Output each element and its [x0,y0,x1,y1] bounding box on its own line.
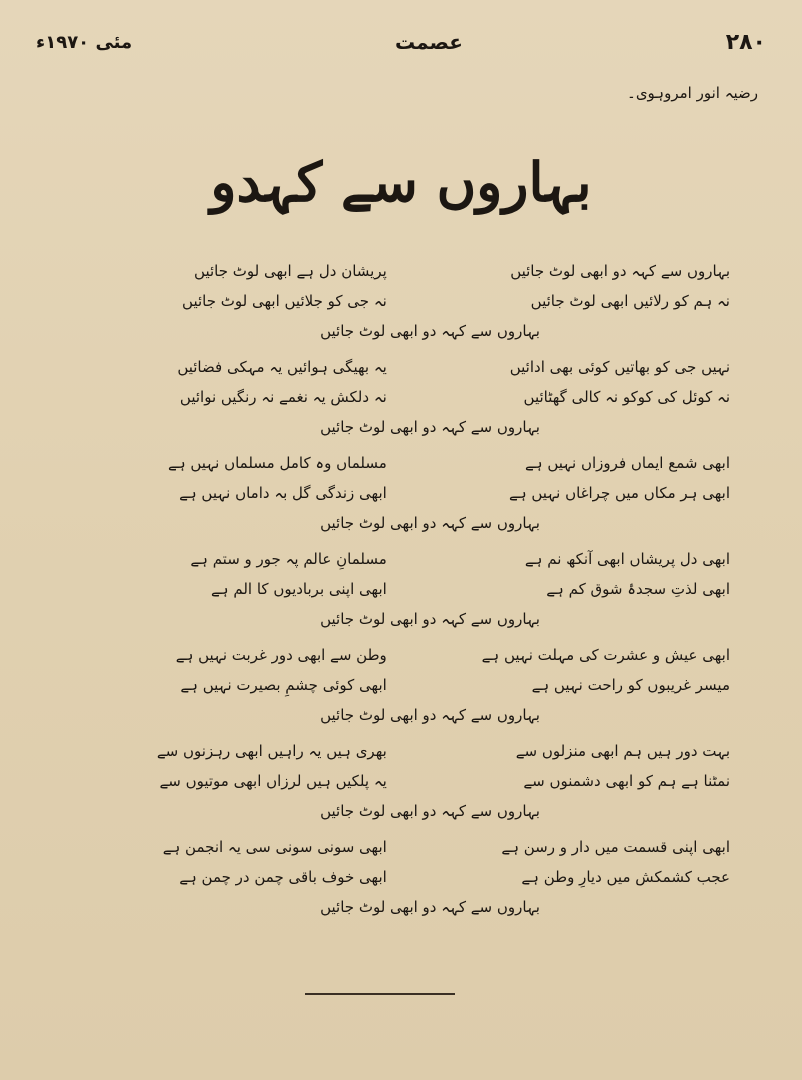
hemistich: یہ پلکیں ہیں لرزاں ابھی موتیوں سے [159,772,387,790]
refrain-line: بہاروں سے کہہ دو ابھی لوٹ جائیں [320,802,540,820]
hemistich: ابھی دل پریشاں ابھی آنکھ نم ہے [524,550,730,568]
hemistich: ابھی شمع ایماں فروزاں نہیں ہے [524,454,730,472]
verse-line [70,640,730,670]
verse-line [70,544,730,574]
refrain-line: بہاروں سے کہہ دو ابھی لوٹ جائیں [320,418,540,436]
page-header [36,24,766,60]
hemistich: نہ ہم کو رلائیں ابھی لوٹ جائیں [530,292,730,310]
hemistich: نہ کوئل کی کوکو نہ کالی گھٹائیں [523,388,730,406]
hemistich: ابھی ہر مکاں میں چراغاں نہیں ہے [509,484,730,502]
refrain-line: بہاروں سے کہہ دو ابھی لوٹ جائیں [320,706,540,724]
verse-line [70,862,730,892]
hemistich: ابھی کوئی چشمِ بصیرت نہیں ہے [180,676,387,694]
stanza [70,736,730,826]
verse-line [70,832,730,862]
hemistich: میسر غریبوں کو راحت نہیں ہے [531,676,730,694]
verse-line [70,448,730,478]
hemistich: بہت دور ہیں ہم ابھی منزلوں سے [515,742,730,760]
hemistich: ابھی زندگی گل بہ داماں نہیں ہے [179,484,387,502]
hemistich: یہ بھیگی ہوائیں یہ مہکی فضائیں [177,358,387,376]
hemistich: ابھی سونی سونی سی یہ انجمن ہے [162,838,387,856]
hemistich: ابھی لذتِ سجدۂ شوق کم ہے [546,580,730,598]
author-name: رضیہ انور امروہوی۔ [627,84,758,102]
hemistich: ابھی اپنی بربادیوں کا الم ہے [211,580,387,598]
hemistich: نہ جی کو جلائیں ابھی لوٹ جائیں [182,292,387,310]
stanza [70,352,730,442]
verse-line [70,478,730,508]
hemistich: بہاروں سے کہہ دو ابھی لوٹ جائیں [510,262,730,280]
verse-line [70,286,730,316]
verse-line [70,736,730,766]
hemistich: ابھی اپنی قسمت میں دار و رسن ہے [501,838,730,856]
stanza [70,640,730,730]
verse-line [70,352,730,382]
refrain-line: بہاروں سے کہہ دو ابھی لوٹ جائیں [320,514,540,532]
stanza [70,832,730,922]
hemistich: وطن سے ابھی دور غربت نہیں ہے [175,646,387,664]
refrain-line: بہاروں سے کہہ دو ابھی لوٹ جائیں [320,898,540,916]
stanza [70,256,730,346]
verse-line [70,382,730,412]
hemistich: مسلمانِ عالم پہ جور و ستم ہے [190,550,387,568]
stanza [70,544,730,634]
poem-title: بہاروں سے کہدو [210,150,592,214]
hemistich: ابھی خوف باقی چمن در چمن ہے [179,868,387,886]
stanza [70,448,730,538]
end-rule [305,993,455,995]
journal-name: عصمت [394,30,463,54]
hemistich: ابھی عیش و عشرت کی مہلت نہیں ہے [481,646,730,664]
hemistich: نمٹنا ہے ہم کو ابھی دشمنوں سے [523,772,730,790]
hemistich: مسلماں وہ کامل مسلماں نہیں ہے [168,454,387,472]
hemistich: نہ دلکش یہ نغمے نہ رنگیں نوائیں [179,388,387,406]
poem-body [70,256,730,928]
hemistich: نہیں جی کو بھاتیں کوئی بھی ادائیں [509,358,730,376]
verse-line [70,574,730,604]
page-number: ۲۸۰ [725,29,766,55]
hemistich: پریشان دل ہے ابھی لوٹ جائیں [194,262,387,280]
refrain-line: بہاروں سے کہہ دو ابھی لوٹ جائیں [320,610,540,628]
issue-date: مئی ۱۹۷۰ء [36,31,133,53]
verse-line [70,670,730,700]
refrain-line: بہاروں سے کہہ دو ابھی لوٹ جائیں [320,322,540,340]
verse-line [70,766,730,796]
hemistich: عجب کشمکش میں دیارِ وطن ہے [521,868,730,886]
verse-line [70,256,730,286]
hemistich: بھری ہیں یہ راہیں ابھی رہزنوں سے [156,742,387,760]
